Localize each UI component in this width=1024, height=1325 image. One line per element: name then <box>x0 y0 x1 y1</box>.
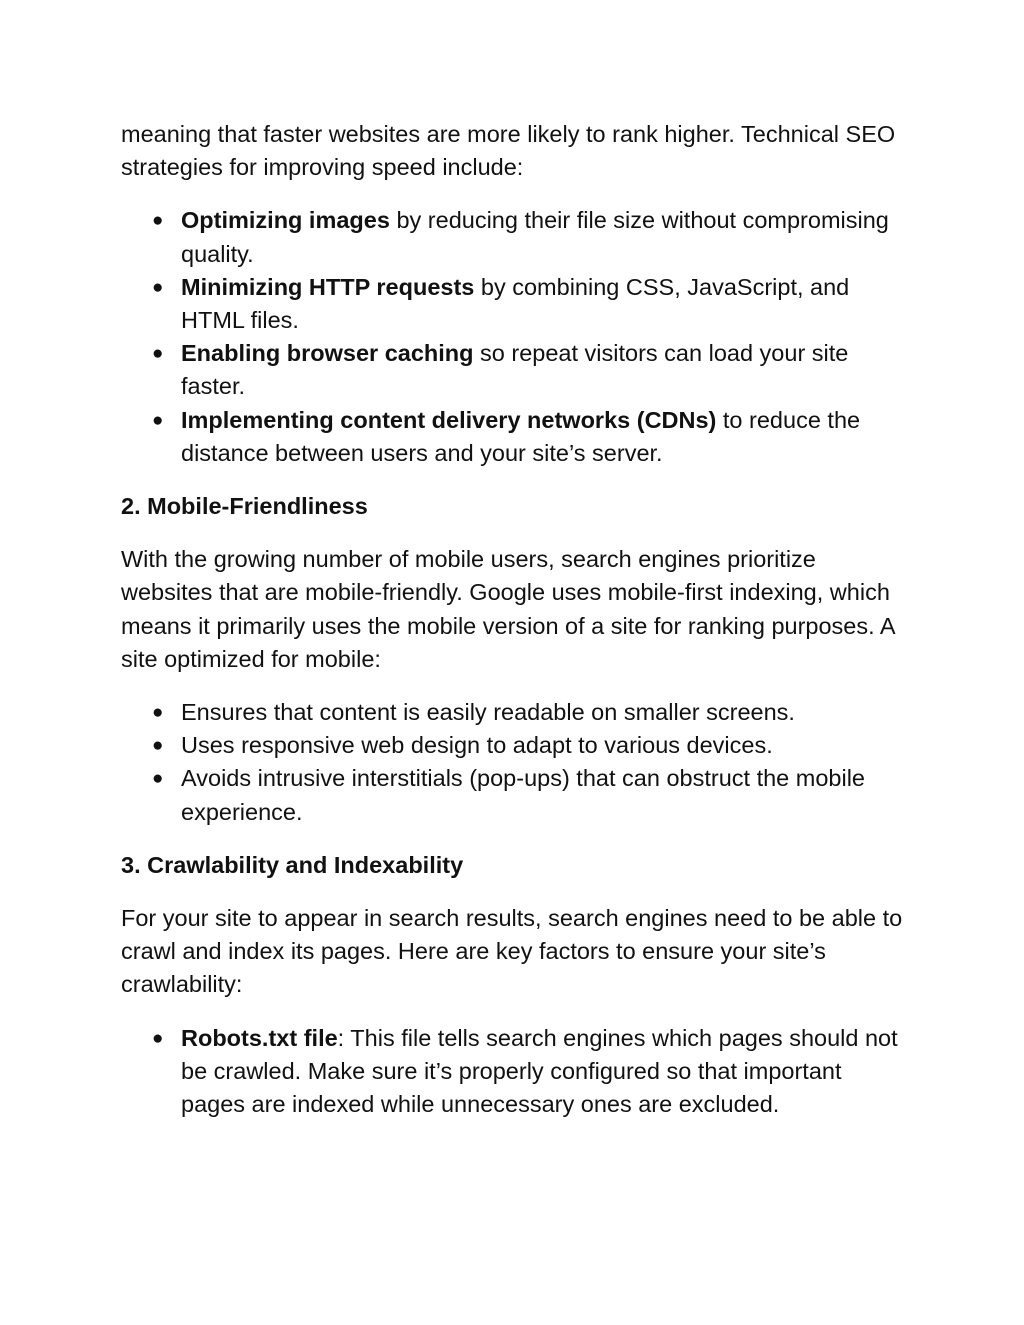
intro-paragraph: meaning that faster websites are more likely to rank higher. Technical SEO strategies for improving speed include: <box>121 121 896 181</box>
list-item-text: : This file tells search engines which pages should not be crawled. Make sure it’s properly configured so that important pages are indexed while unnecessary ones are excluded. <box>181 1024 898 1118</box>
list-item <box>121 696 911 729</box>
list-item <box>121 762 911 828</box>
list-item <box>121 729 911 762</box>
bullet-icon: ● <box>152 210 164 232</box>
mobile-list <box>121 696 911 829</box>
list-item-text: to reduce the distance between users and your site’s server. <box>181 406 861 466</box>
section-heading-mobile-friendliness: 2. Mobile-Friendliness <box>121 493 368 520</box>
list-item-text: Ensures that content is easily readable on smaller screens. <box>181 699 795 726</box>
list-item-text: by combining CSS, JavaScript, and HTML files. <box>181 273 850 334</box>
bullet-icon: ● <box>152 343 164 365</box>
bullet-icon: ● <box>152 276 164 298</box>
bullet-icon: ● <box>152 409 164 431</box>
list-item <box>121 404 911 470</box>
list-item <box>121 204 911 270</box>
list-item-text: Avoids intrusive interstitials (pop-ups) that can obstruct the mobile experience. <box>181 765 866 825</box>
mobile-paragraph: With the growing number of mobile users, search engines prioritize websites that are mobile-friendly. Google uses mobile-first indexing, which means it primarily uses the mobile version of a site for ranking purposes. A site optimized for mobile: <box>121 546 895 672</box>
list-item-bold: Robots.txt file <box>181 1024 338 1051</box>
list-item <box>121 337 911 403</box>
list-item-bold: Optimizing images <box>181 207 390 234</box>
list-item-text: Uses responsive web design to adapt to various devices. <box>181 732 773 759</box>
list-item-bold: Minimizing HTTP requests <box>181 273 475 300</box>
crawlability-list <box>121 1022 911 1122</box>
list-item-text: so repeat visitors can load your site faster. <box>181 340 849 400</box>
list-item-bold: Implementing content delivery networks (CDNs) <box>181 406 717 433</box>
bullet-icon: ● <box>152 735 164 757</box>
bullet-icon: ● <box>152 1027 164 1049</box>
crawlability-paragraph: For your site to appear in search results, search engines need to be able to crawl and index its pages. Here are key factors to ensure your site’s crawlability: <box>121 905 903 998</box>
list-item-text: by reducing their file size without compromising quality. <box>181 207 889 267</box>
bullet-icon: ● <box>152 702 164 724</box>
list-item <box>121 271 911 337</box>
list-item-bold: Enabling browser caching <box>181 340 474 367</box>
bullet-icon: ● <box>152 768 164 790</box>
section-heading-crawlability: 3. Crawlability and Indexability <box>121 851 464 878</box>
speed-strategies-list <box>121 204 911 470</box>
document-page <box>121 118 911 1141</box>
list-item <box>121 1022 911 1122</box>
